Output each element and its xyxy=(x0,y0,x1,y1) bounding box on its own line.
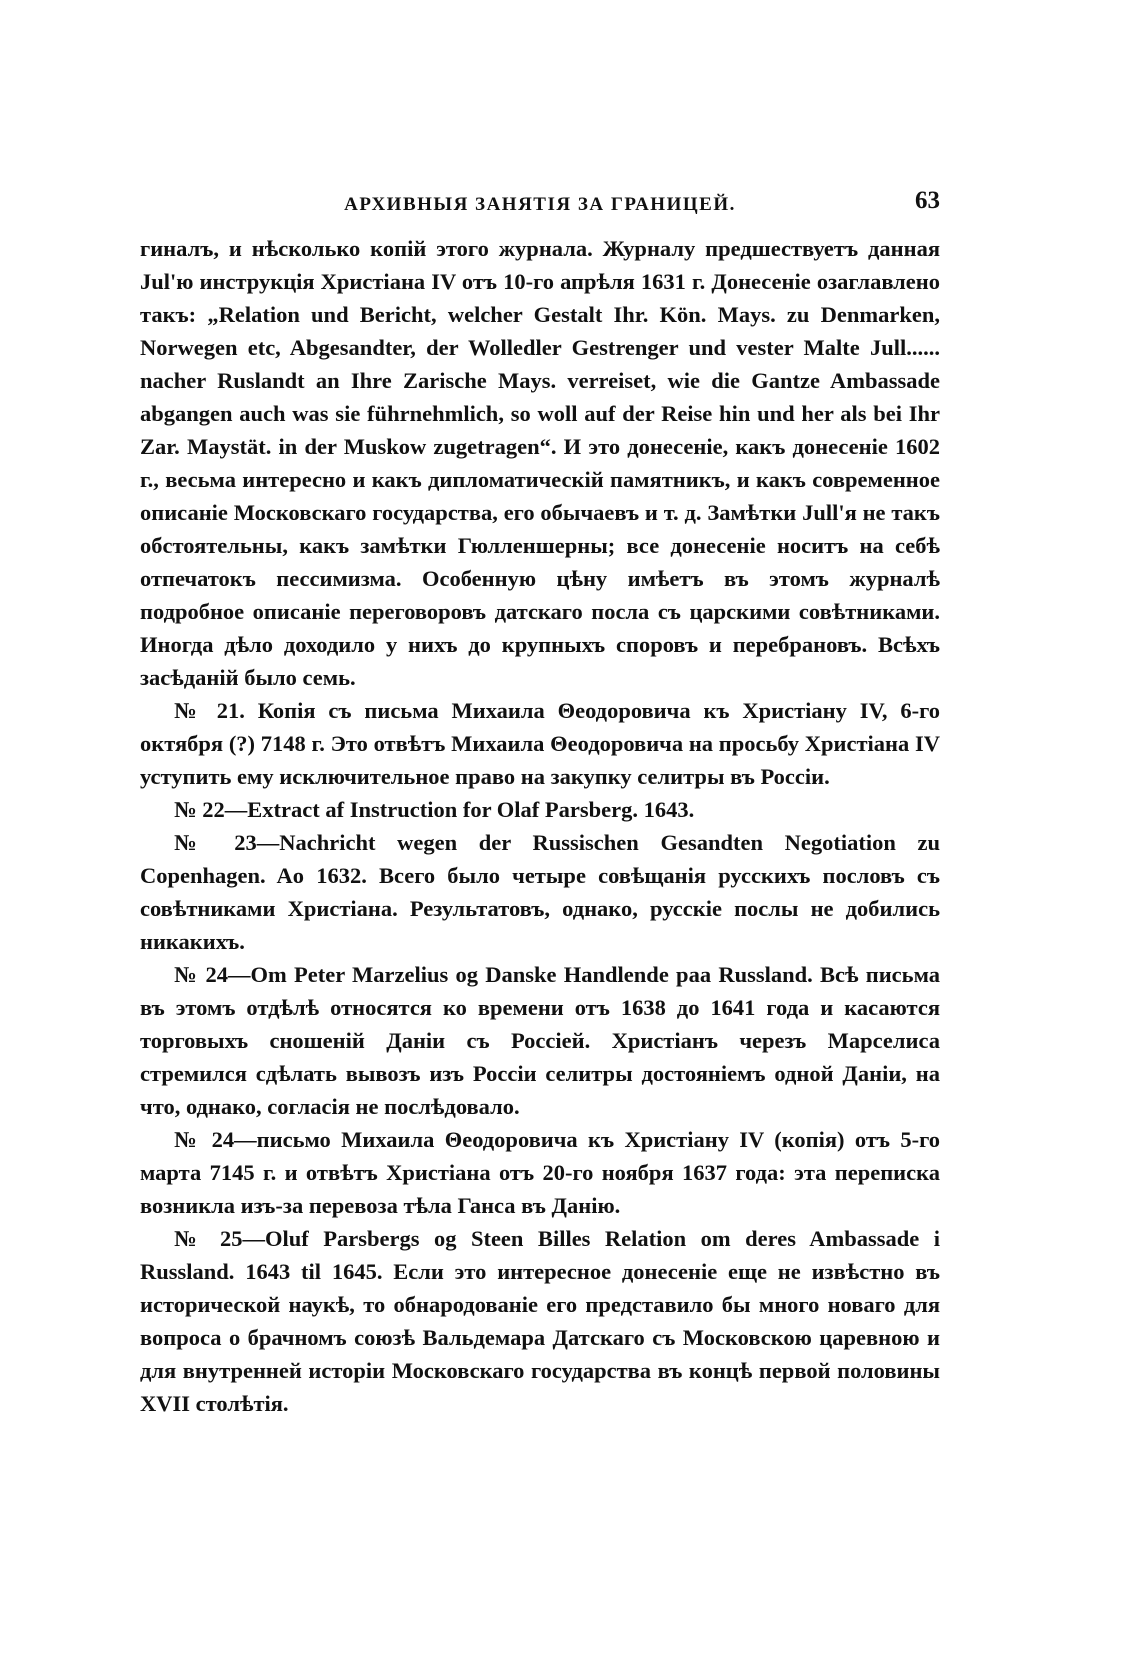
paragraph-item-23: № 23—Nachricht wegen der Russischen Gesandten Negotiation zu Copenhagen. Ao 1632. Всего было четыре совѣщанія русскихъ пословъ съ совѣтниками Христіана. Результатовъ, однако, русскіе послы не добились никакихъ. xyxy=(140,830,940,954)
paragraph-item-21: № 21. Копія съ письма Михаила Θеодоровича къ Христіану IV, 6-го октября (?) 7148 г. Это отвѣтъ Михаила Θеодоровича на просьбу Христіана IV уступить ему исключительное право на закупку селитры въ Россіи. xyxy=(140,698,940,789)
paragraph-item-24-letter: № 24—письмо Михаила Θеодоровича къ Христіану IV (копія) отъ 5-го марта 7145 г. и отвѣтъ Христіана отъ 20-го ноября 1637 года: эта переписка возникла изъ-за перевоза тѣла Ганса въ Данію. xyxy=(140,1127,940,1218)
paragraph-journal-description: гиналъ, и нѣсколько копій этого журнала. Журналу предшествуетъ данная Jul'ю инструкція Христіана IV отъ 10-го апрѣля 1631 г. Донесеніе озаглавлено такъ: „Relation und Bericht, welcher Gestalt Ihr. Kön. Mays. zu Denmarken, Norwegen etc, Abgesandter, der Wolledler Gestrenger und vester Malte Jull...... nacher Ruslandt an Ihre Zarische Mays. verreiset, wie die Gantze Ambassade abgangen auch was sie führnehmlich, so woll auf der Reise hin und her als bei Ihr Zar. Maystät. in der Muskow zugetragen“. И это донесеніе, какъ донесеніе 1602 г., весьма интересно и какъ дипломатическій памятникъ, и какъ современное описаніе Московскаго государства, его обычаевъ и т. д. Замѣтки Jull'я не такъ обстоятельны, какъ замѣтки Гюлленшерны; все донесеніе носитъ на себѣ отпечатокъ пессимизма. Особенную цѣну имѣетъ въ этомъ журналѣ подробное описаніе переговоровъ датскаго посла съ царскими совѣтниками. Иногда дѣло доходило у нихъ до крупныхъ споровъ и перебрановъ. Всѣхъ засѣданій было семь. xyxy=(140,236,940,690)
body-text xyxy=(140,232,940,1420)
page-number: 63 xyxy=(915,187,940,214)
document-page xyxy=(140,182,940,1420)
paragraph-item-25: № 25—Oluf Parsbergs og Steen Billes Relation om deres Ambassade i Russland. 1643 til 1645. Если это интересное донесеніе еще не извѣстно въ исторической наукѣ, то обнародованіе его представило бы много новаго для вопроса о брачномъ союзѣ Вальдемара Датскаго съ Московскою царевною и для внутренней исторіи Московскаго государства въ концѣ первой половины XVII столѣтія. xyxy=(140,1226,940,1416)
running-header xyxy=(140,182,940,232)
paragraph-item-24-marzelius: № 24—Om Peter Marzelius og Danske Handlende paa Russland. Всѣ письма въ этомъ отдѣлѣ относятся ко времени отъ 1638 до 1641 года и касаются торговыхъ сношеній Даніи съ Россіей. Христіанъ черезъ Марселиса стремился сдѣлать вывозъ изъ Россіи селитры достояніемъ одной Даніи, на что, однако, согласія не послѣдовало. xyxy=(140,962,940,1119)
paragraph-item-22: № 22—Extract af Instruction for Olaf Parsberg. 1643. xyxy=(174,797,695,822)
running-title: АРХИВНЫЯ ЗАНЯТІЯ ЗА ГРАНИЦЕЙ. xyxy=(344,194,736,215)
